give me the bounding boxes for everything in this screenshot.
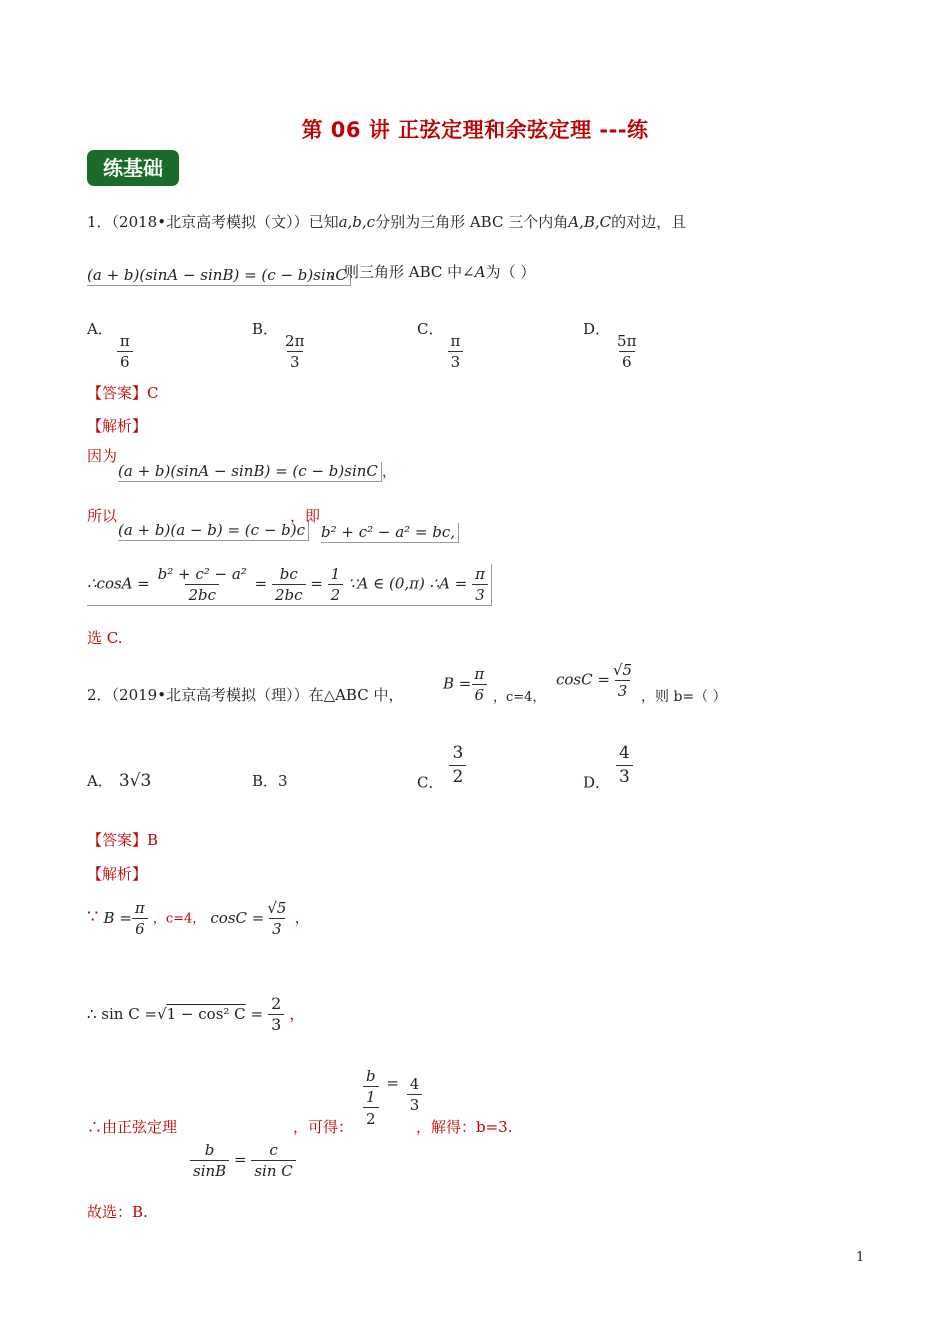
q2-option-b: B．3 bbox=[252, 772, 288, 790]
q1-so: 所以 bbox=[87, 507, 118, 525]
q1-option-b: B． $\frac{2\pi}{3}$ bbox=[252, 320, 305, 371]
q1-stem-tail: ，则三角形 ABC 中∠A为（ ） bbox=[329, 263, 536, 281]
q1-option-a: A． $\frac{\pi}{6}$ bbox=[87, 318, 133, 372]
page-title: 第 06 讲 正弦定理和余弦定理 ---练 bbox=[301, 118, 649, 142]
q1-ji: ，即 bbox=[290, 507, 321, 525]
q2-c-given: ，c=4， bbox=[493, 690, 546, 705]
q2-b-given: B = $\frac{\pi}{6}$ bbox=[443, 664, 487, 705]
q1-because: 因为 bbox=[87, 447, 118, 465]
q2-stem: 2．（2019•北京高考模拟（理））在△ABC 中， bbox=[87, 686, 404, 704]
q1-choose: 选 C. bbox=[87, 629, 123, 647]
q1-cos-derivation: ∴cosA = $\frac{\text{b² + c² − a²}}{2bc}$ = $\frac{bc}{2bc}$ = $\frac{1}{2}$ ∵A ∈ (0,π) ∴A = $\frac{\pi}{3}$ bbox=[87, 564, 492, 606]
q2-jiede: ，解得：b=3. bbox=[416, 1118, 513, 1136]
q2-sin-line: ∴ sin C =√1 − cos² C = $\frac{2}{3}$ ， bbox=[87, 994, 305, 1034]
q2-kede: ，可得： bbox=[293, 1118, 354, 1136]
q1-because-eq-line: (a + b)(sinA − sinB) = (c − b)sinC ， bbox=[118, 462, 397, 480]
q2-option-a: A． 3√3 bbox=[87, 771, 152, 791]
q1-so-eq: (a + b)(a − b) = (c − b)c bbox=[118, 521, 309, 541]
q2-answer: 【答案】B bbox=[87, 831, 159, 849]
q2-option-c: C． $\frac{3}{2}$ bbox=[417, 742, 466, 793]
q1-ji-eq: b² + c² − a² = bc, bbox=[321, 523, 459, 543]
section-badge: 练基础 bbox=[87, 150, 179, 186]
q1-condition-line bbox=[87, 265, 351, 284]
q2-analysis-label: 【解析】 bbox=[87, 865, 148, 883]
q1-answer: 【答案】C bbox=[87, 384, 159, 402]
q1-analysis-label: 【解析】 bbox=[87, 417, 148, 435]
q2-stem-tail: ，则 b=（ ） bbox=[641, 689, 727, 705]
q2-option-d: D． $\frac{4}{3}$ bbox=[583, 742, 633, 793]
q2-final: 故选：B. bbox=[87, 1203, 148, 1221]
q2-law-text: ∴由正弦定理 bbox=[87, 1118, 178, 1136]
q2-given-line: ∵ B = $\frac{\pi}{6}$ ，c=4， cosC = $\frac{√5}{3}$ ， bbox=[87, 899, 310, 938]
q1-condition: (a + b)(sinA − sinB) = (c − b)sinC bbox=[87, 266, 351, 286]
page-number: 1 bbox=[856, 1250, 865, 1265]
q1-stem: 1．（2018•北京高考模拟（文））已知a,b,c分别为三角形 ABC 三个内角A,B,C的对边，且 bbox=[87, 213, 687, 231]
q1-so-eq-line bbox=[118, 520, 309, 539]
q1-because-eq: (a + b)(sinA − sinB) = (c − b)sinC bbox=[118, 462, 382, 482]
q2-ratio: $\frac{\frac{b}{1}}{2}$ = $\frac{4}{3}$ bbox=[360, 1066, 425, 1130]
q2-cosc-given: cosC = $\frac{√5}{3}$ bbox=[556, 661, 633, 700]
q1-ji-eq-line bbox=[321, 522, 459, 541]
q2-law-formula: $\frac{b}{\sin B}$ = $\frac{c}{\text{sin C}}$ bbox=[190, 1140, 296, 1181]
q1-option-d: D． $\frac{5\pi}{6}$ bbox=[583, 320, 637, 371]
q1-option-c: C． $\frac{\pi}{3}$ bbox=[417, 318, 463, 372]
